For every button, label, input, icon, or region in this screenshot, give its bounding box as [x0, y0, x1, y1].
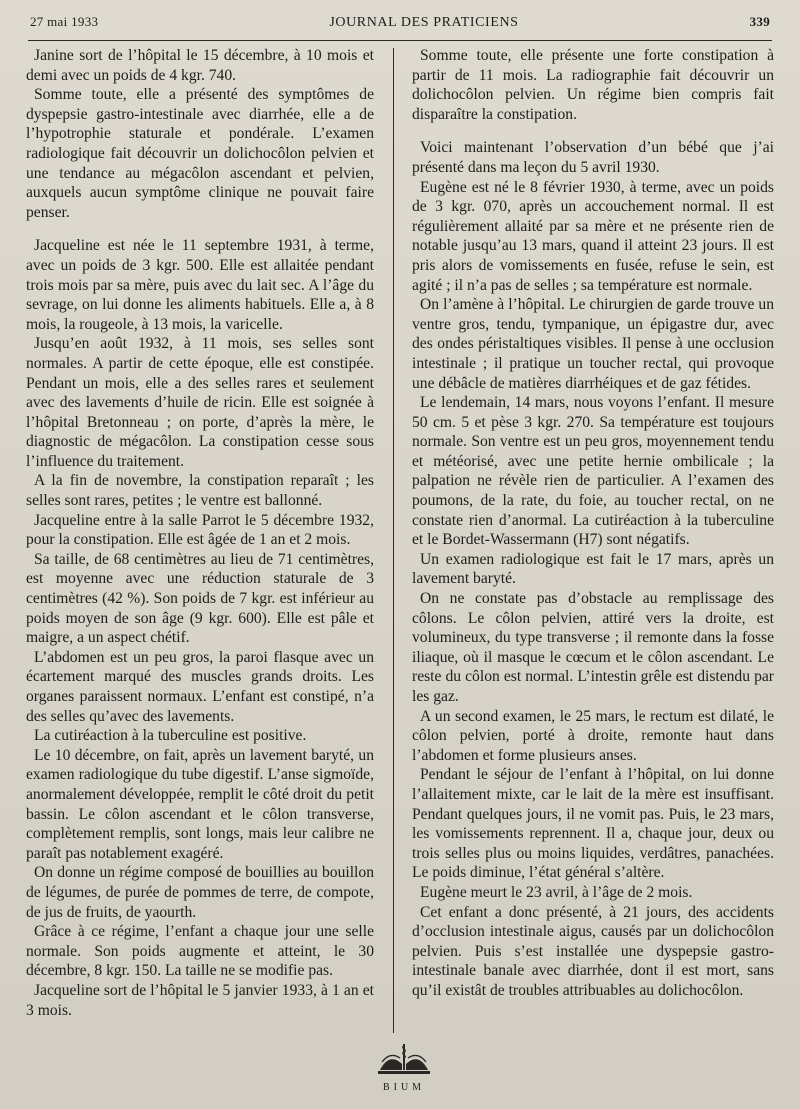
paragraph: Voici maintenant l’observation d’un bébé que j’ai présenté dans ma leçon du 5 avril 1930.	[412, 139, 774, 176]
paragraph: Jacqueline est née le 11 septembre 1931, à terme, avec un poids de 3 kgr. 500. Elle est allaitée pendant trois mois par sa mère, puis avec du lait sec. A l’âge du sevrage, on lui donne les aliments habituels. Elle a, à 8 mois, la rougeole, à 13 mois, la varicelle.	[26, 237, 374, 333]
paragraph: Le 10 décembre, on fait, après un lavement baryté, un examen radiologique du tube digestif. L’anse sigmoïde, anormalement développée, remplit le côté droit du petit bassin. Le côlon ascendant et le côlon transverse, complètement remplis, sont longs, mais leur calibre ne paraît pas notablement exagéré.	[26, 746, 374, 862]
bium-label: BIUM	[382, 1082, 426, 1093]
right-column	[412, 46, 774, 1036]
paragraph: Pendant le séjour de l’enfant à l’hôpital, on lui donne l’allaitement mixte, car le lait de la mère est insuffisant. Pendant quelques jours, il ne vomit pas. Puis, le 23 mars, les vomissements reprennent. Il a, chaque jour, deux ou trois selles plus ou moins liquides, verdâtres, panachées. Le poids diminue, l’état général s’altère.	[412, 766, 774, 882]
paragraph: Eugène meurt le 23 avril, à l’âge de 2 mois.	[420, 883, 693, 901]
paragraph: Jacqueline sort de l’hôpital le 5 janvier 1933, à 1 an et 3 mois.	[26, 981, 374, 1019]
paragraph: Grâce à ce régime, l’enfant a chaque jour une selle normale. Son poids augmente et atteint, le 30 décembre, 8 kgr. 150. La taille ne se modifie pas.	[26, 923, 374, 980]
bium-ornament-icon	[372, 1040, 436, 1080]
journal-title: JOURNAL DES PRATICIENS	[329, 15, 519, 30]
bium-logo	[372, 1040, 436, 1098]
paragraph: Somme toute, elle présente une forte constipation à partir de 11 mois. La radiographie fait découvrir un dolichocôlon pelvien. Un régime bien compris fait disparaître la constipation.	[412, 47, 774, 123]
paragraph: On donne un régime composé de bouillies au bouillon de légumes, de purée de pommes de terre, de compote, de jus de fruits, de yaourth.	[26, 864, 374, 921]
paragraph: La cutiréaction à la tuberculine est positive.	[34, 727, 307, 745]
paragraph: Le lendemain, 14 mars, nous voyons l’enfant. Il mesure 50 cm. 5 et pèse 3 kgr. 270. Sa température est toujours normale. Son ventre est un peu gros, moyennement tendu et météorisé, avec une petite hernie ombilicale ; la palpation ne révèle rien de particulier. A l’examen des poumons, de la rate, du foie, au toucher rectal, on ne constate rien d’anormal. La cutiréaction à la tuberculine et le Bordet-Wassermann (H7) sont négatifs.	[412, 394, 774, 549]
paragraph: Un examen radiologique est fait le 17 mars, après un lavement baryté.	[412, 550, 774, 588]
paragraph: Jacqueline entre à la salle Parrot le 5 décembre 1932, pour la constipation. Elle est âgée de 1 an et 2 mois.	[26, 511, 374, 549]
paragraph: Eugène est né le 8 février 1930, à terme, avec un poids de 3 kgr. 070, après un accouchement normal. Il est régulièrement allaité par sa mère et ne présente rien de notable jusqu’au 13 mars, quand il atteint 23 jours. Il est pris alors de vomissements en fusée, refuse le sein, est agité ; il n’a pas de selles ; sa température est normale.	[412, 178, 774, 294]
header-rule	[28, 40, 772, 41]
left-column	[26, 46, 374, 1036]
paragraph: On ne constate pas d’obstacle au remplissage des côlons. Le côlon pelvien, attiré vers la droite, est volumineux, du type transverse ; il remonte dans la fosse iliaque, où il masque le cœcum et le côlon ascendant. Le reste du côlon est normal. L’intestin grêle est distendu par les gaz.	[412, 590, 774, 705]
paragraph: Cet enfant a donc présenté, à 21 jours, des accidents d’occlusion intestinale aigus, causés par un dolichocôlon pelvien. Puis s’est installée une dyspepsie gastro-intestinale banale avec diarrhée, dont il est mort, sans qu’il existât de troubles attribuables au dolichocôlon.	[412, 903, 774, 999]
paragraph: Somme toute, elle a présenté des symptômes de dyspepsie gastro-intestinale avec diarrhée, elle a de l’hypotrophie staturale et pondérale. L’examen radiologique fait découvrir un dolichocôlon pelvien et une tendance au mégacôlon ascendant et pelvien, auxquels aucun symptôme clinique ne pouvait faire penser.	[26, 86, 374, 221]
page-header	[30, 14, 770, 38]
paragraph: A la fin de novembre, la constipation reparaît ; les selles sont rares, petites ; le ventre est ballonné.	[26, 472, 374, 510]
page-number: 339	[749, 14, 770, 29]
paragraph: On l’amène à l’hôpital. Le chirurgien de garde trouve un ventre gros, tendu, tympanique, un épigastre dur, avec des ondes péristaltiques visibles. Il pense à une occlusion intestinale ; il pratique un toucher rectal, qui provoque une débâcle de matières diarrhéiques et de gaz fétides.	[412, 296, 774, 392]
column-divider	[393, 48, 394, 1033]
paragraph: Jusqu’en août 1932, à 11 mois, ses selles sont normales. A partir de cette époque, elle est constipée. Pendant un mois, elle a des selles rares et seulement avec des lavements d’huile de ricin. Elle est soignée à l’hôpital Bretonneau ; on porte, d’après la mère, le diagnostic de mégacôlon. La constipation cesse sous l’influence du traitement.	[26, 335, 374, 470]
paragraph: A un second examen, le 25 mars, le rectum est dilaté, le côlon pelvien, porté à droite, remonte haut dans l’abdomen et forme plusieurs anses.	[412, 707, 774, 764]
paragraph: Janine sort de l’hôpital le 15 décembre, à 10 mois et demi avec un poids de 4 kgr. 740.	[26, 47, 374, 84]
paragraph: Sa taille, de 68 centimètres au lieu de 71 centimètres, est moyenne avec une réduction staturale de 3 centimètres (42 %). Son poids de 7 kgr. est inférieur au poids moyen de son âge (9 kgr. 600). Elle est pâle et maigre, a un aspect chétif.	[26, 550, 374, 647]
paragraph: L’abdomen est un peu gros, la paroi flasque avec un écartement marqué des muscles grands droits. Les organes paraissent normaux. L’enfant est constipé, n’a des selles qu’avec des lavements.	[26, 648, 374, 725]
issue-date: 27 mai 1933	[30, 14, 99, 29]
